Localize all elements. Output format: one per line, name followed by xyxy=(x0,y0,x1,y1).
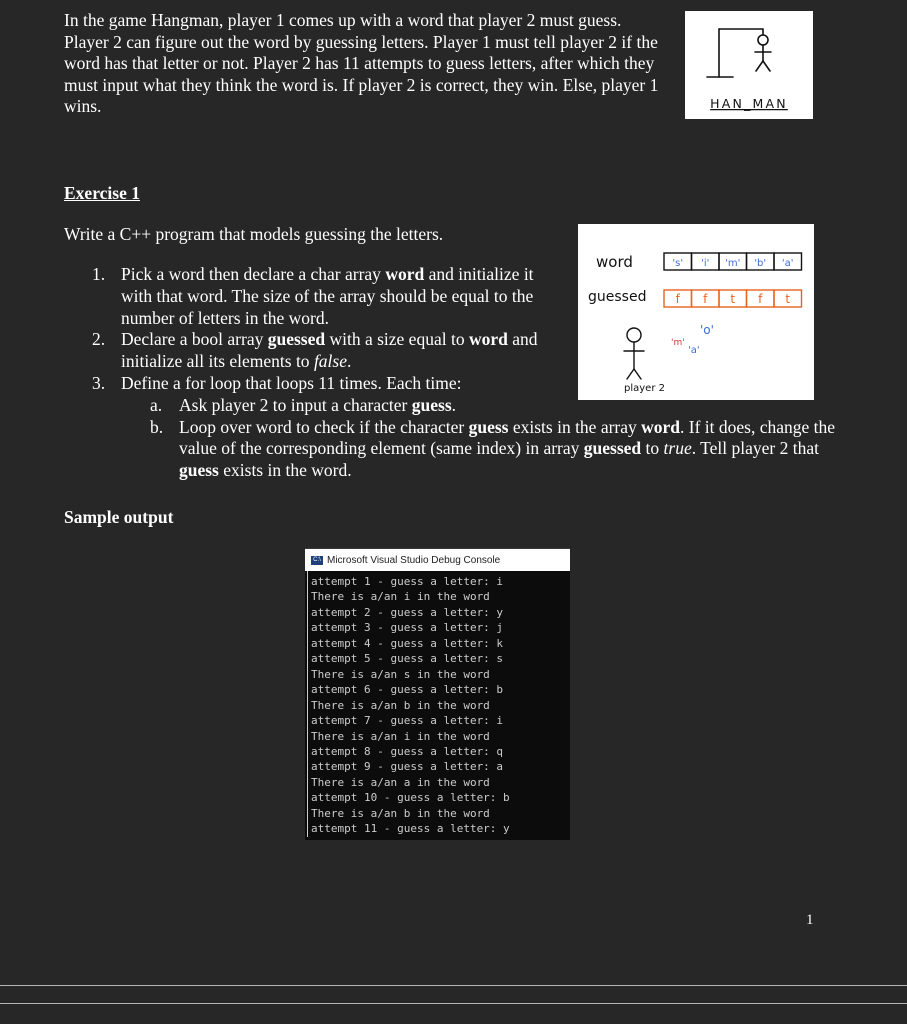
array-cell-value: 'i' xyxy=(701,258,710,269)
console-line: attempt 4 - guess a letter: k xyxy=(311,636,504,650)
step-number: 3. xyxy=(92,372,106,393)
substep-number: b. xyxy=(150,416,164,437)
step-text: Loop over word to check if the character xyxy=(179,416,469,437)
console-line: attempt 2 - guess a letter: y xyxy=(311,605,504,619)
console-line: attempt 8 - guess a letter: q xyxy=(311,744,504,758)
step-text: and initialize all its elements to xyxy=(121,329,538,372)
substep-number: a. xyxy=(150,394,163,415)
step-text: to xyxy=(641,438,664,459)
console-output xyxy=(307,571,570,837)
step-number: 1. xyxy=(92,264,106,284)
step-text: and initialize it with that word. The size of the array should be equal to the number of letters in the word. xyxy=(121,264,534,328)
step-text: Declare a bool array xyxy=(121,329,268,350)
console-line: attempt 5 - guess a letter: s xyxy=(311,652,504,666)
exercise-description: Write a C++ program that models guessing the letters. xyxy=(64,224,444,244)
page-number: 1 xyxy=(806,912,814,928)
step-2 xyxy=(64,329,561,373)
step-emphasis: word xyxy=(468,329,508,350)
console-titlebar xyxy=(305,549,570,571)
floating-char: 'm' xyxy=(671,338,685,348)
console-line: There is a/an i in the word xyxy=(311,590,490,604)
word-array-label: word xyxy=(596,253,633,271)
substep-b xyxy=(64,417,844,482)
footer-divider xyxy=(0,1003,907,1004)
array-diagram-drawing xyxy=(578,224,814,400)
array-cell-value: t xyxy=(785,292,791,306)
step-emphasis: guessed xyxy=(583,438,642,459)
step-text: . Tell player 2 that xyxy=(691,438,819,459)
step-text: with a size equal to xyxy=(325,329,469,350)
floating-char: 'a' xyxy=(688,345,700,356)
console-line: There is a/an a in the word xyxy=(311,775,490,789)
array-cell-value: t xyxy=(730,292,736,306)
array-diagram xyxy=(578,224,814,400)
array-cell-value: f xyxy=(703,292,708,306)
console-line: There is a/an b in the word xyxy=(311,806,490,820)
console-line: attempt 3 - guess a letter: j xyxy=(311,621,504,635)
console-line: There is a/an s in the word xyxy=(311,667,490,681)
step-text: exists in the word. xyxy=(218,460,352,481)
intro-paragraph: In the game Hangman, player 1 comes up with a word that player 2 must guess. Player 2 can figure out the word by guessing letters. Player 1 must tell player 2 if the word has that letter or not. Player 2 has 11 attempts to guess letters, after which they must input what they think the word is. If player 2 is correct, they win. Else, player 1 wins. xyxy=(64,10,659,116)
step-text: Define a for loop that loops 11 times. Each time: xyxy=(121,372,462,393)
step-emphasis: guess xyxy=(468,416,509,437)
console-line: attempt 6 - guess a letter: b xyxy=(311,683,504,697)
player-label: player 2 xyxy=(624,383,665,394)
console-line: There is a/an i in the word xyxy=(311,729,490,743)
step-text: . xyxy=(451,394,457,415)
console-title: Microsoft Visual Studio Debug Console xyxy=(327,554,501,566)
array-cell-value: 'm' xyxy=(725,258,741,269)
console-line: attempt 7 - guess a letter: i xyxy=(311,714,504,728)
hangman-caption: HAN_MAN xyxy=(710,96,788,111)
sample-output-title: Sample output xyxy=(64,507,174,527)
console-line: attempt 1 - guess a letter: i xyxy=(311,575,504,588)
step-italic: true xyxy=(663,438,692,459)
step-emphasis: word xyxy=(385,264,425,284)
step-italic: false xyxy=(313,351,347,372)
array-cell-value: f xyxy=(758,292,763,306)
step-emphasis: word xyxy=(641,416,681,437)
step-emphasis: guess xyxy=(179,460,219,481)
step-text: Pick a word then declare a char array xyxy=(121,264,386,284)
step-emphasis: guessed xyxy=(267,329,326,350)
console-line: There is a/an b in the word xyxy=(311,698,490,712)
console-line: attempt 10 - guess a letter: b xyxy=(311,791,510,805)
step-text: . xyxy=(347,351,352,372)
hangman-drawing xyxy=(685,11,813,119)
console-line: attempt 11 - guess a letter: y xyxy=(311,822,510,836)
step-number: 2. xyxy=(92,329,106,350)
stick-figure xyxy=(624,328,644,379)
array-cell-value: 'b' xyxy=(754,258,767,269)
step-text: . If it does, change the value of the corresponding element (same index) in array xyxy=(179,416,836,459)
exercise-title: Exercise 1 xyxy=(64,183,140,203)
hangman-illustration xyxy=(685,11,813,119)
array-cell-value: f xyxy=(675,292,680,306)
step-1 xyxy=(64,264,561,329)
step-emphasis: guess xyxy=(411,394,452,415)
array-cell-value: 'a' xyxy=(781,258,794,269)
console-app-icon: C:\ xyxy=(311,556,323,565)
step-text: exists in the array xyxy=(508,416,642,437)
step-text: Ask player 2 to input a character xyxy=(179,394,412,415)
guessed-array-label: guessed xyxy=(588,289,647,305)
floating-char: 'o' xyxy=(700,323,714,337)
footer-divider xyxy=(0,985,907,986)
debug-console-window xyxy=(305,548,570,840)
array-cell-value: 's' xyxy=(672,258,684,269)
console-line: attempt 9 - guess a letter: a xyxy=(311,760,504,774)
